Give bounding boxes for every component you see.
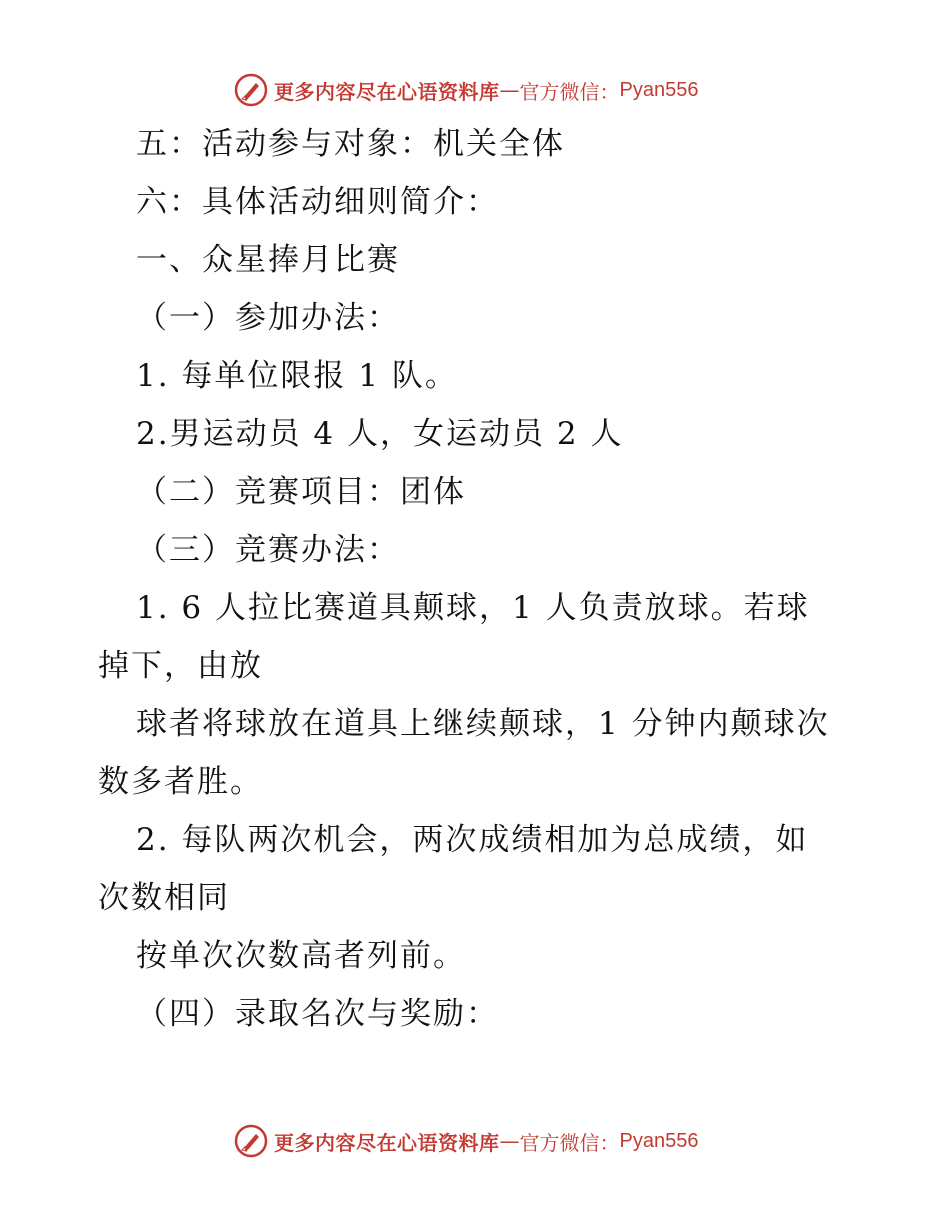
watermark-header xyxy=(234,70,698,110)
subsection-3-heading: （三）竞赛办法： xyxy=(136,532,400,568)
pen-logo-icon xyxy=(234,1124,268,1158)
rule-item-continuation: 数多者胜。 xyxy=(98,764,263,800)
watermark-separator: — xyxy=(499,1129,520,1153)
watermark-wechat-label: 官方微信： xyxy=(519,1130,620,1155)
rule-item: 2. 每队两次机会，两次成绩相加为总成绩，如 xyxy=(136,822,809,858)
watermark-wechat-id: Pyan556 xyxy=(619,78,699,101)
section-5-participants: 五：活动参与对象：机关全体 xyxy=(136,126,565,162)
rule-item: 2.男运动员 4 人，女运动员 2 人 xyxy=(136,416,624,452)
section-6-heading: 六：具体活动细则简介： xyxy=(136,184,499,220)
watermark-separator: — xyxy=(499,78,520,102)
subsection-4-heading: （四）录取名次与奖励： xyxy=(136,996,499,1032)
watermark-text: 更多内容尽在心语资料库 xyxy=(274,79,500,104)
watermark-text: 更多内容尽在心语资料库 xyxy=(274,1130,500,1155)
rule-item-continuation: 按单次次数高者列前。 xyxy=(136,938,466,974)
rule-item-continuation: 掉下，由放 xyxy=(98,648,263,684)
subsection-2-heading: （二）竞赛项目：团体 xyxy=(136,474,466,510)
rule-item-continuation: 次数相同 xyxy=(98,880,230,916)
watermark-wechat-id: Pyan556 xyxy=(619,1129,699,1152)
pen-logo-icon xyxy=(234,73,268,107)
subsection-1-heading: （一）参加办法： xyxy=(136,300,400,336)
event-1-heading: 一、众星捧月比赛 xyxy=(136,242,400,278)
rule-item: 1. 每单位限报 1 队。 xyxy=(136,358,458,394)
watermark-footer xyxy=(234,1121,698,1161)
watermark-wechat-label: 官方微信： xyxy=(519,79,620,104)
rule-item: 1. 6 人拉比赛道具颠球，1 人负责放球。若球 xyxy=(136,590,810,626)
rule-item-continuation: 球者将球放在道具上继续颠球，1 分钟内颠球次 xyxy=(136,706,830,742)
